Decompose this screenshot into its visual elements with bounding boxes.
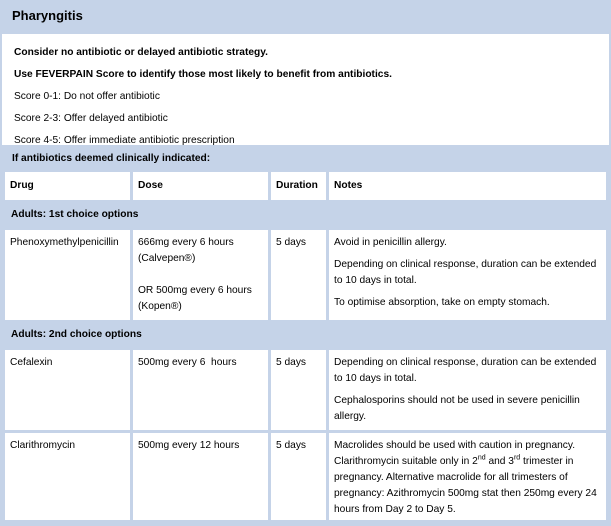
drug-cell: Phenoxymethylpenicillin (5, 230, 130, 320)
superscript: nd (477, 454, 486, 462)
second-choice-label: Adults: 2nd choice options (5, 323, 606, 347)
score-0-1: Score 0-1: Do not offer antibiotic (14, 91, 160, 102)
superscript: rd (513, 454, 521, 462)
notes-cell (329, 230, 606, 320)
note: Cephalosporins should not be used in severe penicillin allergy. (334, 395, 580, 422)
dose-option-2: OR 500mg every 6 hours (Kopen®) (138, 285, 252, 312)
drug-cell: Clarithromycin (5, 433, 130, 523)
table-row (5, 350, 606, 430)
score-4-5: Score 4-5: Offer immediate antibiotic prescription (14, 135, 235, 146)
duration-cell: 5 days (271, 230, 326, 320)
note-part: Macrolides should be used with caution in pregnancy. Clarithromycin suitable only in 2 (334, 440, 576, 467)
drug-cell: Cefalexin (5, 350, 130, 430)
intro-block (2, 34, 609, 145)
notes-cell (329, 350, 606, 430)
column-header-dose: Dose (133, 172, 268, 200)
intro-line-1: Consider no antibiotic or delayed antibiotic strategy. (14, 47, 268, 58)
dose-cell: 500mg every 12 hours (133, 433, 268, 523)
table-row (5, 433, 606, 523)
dose-cell: 500mg every 6 hours (133, 350, 268, 430)
table-row (5, 230, 606, 320)
note: To optimise absorption, take on empty stomach. (334, 297, 550, 308)
dose-option-1: 666mg every 6 hours (Calvepen®) (138, 237, 234, 264)
bottom-border (2, 520, 609, 526)
duration-cell: 5 days (271, 350, 326, 430)
column-header-drug: Drug (5, 172, 130, 200)
first-choice-section-row (5, 203, 606, 227)
antibiotic-table (2, 169, 609, 526)
note: Depending on clinical response, duration can be extended to 10 days in total. (334, 357, 597, 384)
duration-cell: 5 days (271, 433, 326, 523)
page-title: Pharyngitis (2, 0, 609, 34)
indicated-header: If antibiotics deemed clinically indicated: (2, 145, 609, 172)
note: Avoid in penicillin allergy. (334, 237, 447, 248)
column-header-notes: Notes (329, 172, 606, 200)
second-choice-section-row (5, 323, 606, 347)
note-part: trimester in pregnancy. Alternative macrolide for all trimesters of pregnancy: Azithromycin 500mg stat then 250mg every 24 hours from Day 2 to Day 5. (334, 456, 597, 515)
intro-line-2: Use FEVERPAIN Score to identify those most likely to benefit from antibiotics. (14, 69, 392, 80)
first-choice-label: Adults: 1st choice options (5, 203, 606, 227)
note: Depending on clinical response, duration can be extended to 10 days in total. (334, 259, 597, 286)
notes-cell (329, 433, 606, 523)
dose-cell (133, 230, 268, 320)
score-2-3: Score 2-3: Offer delayed antibiotic (14, 113, 168, 124)
note-part: and 3 (485, 456, 514, 467)
column-header-duration: Duration (271, 172, 326, 200)
table-header-row (5, 172, 606, 200)
